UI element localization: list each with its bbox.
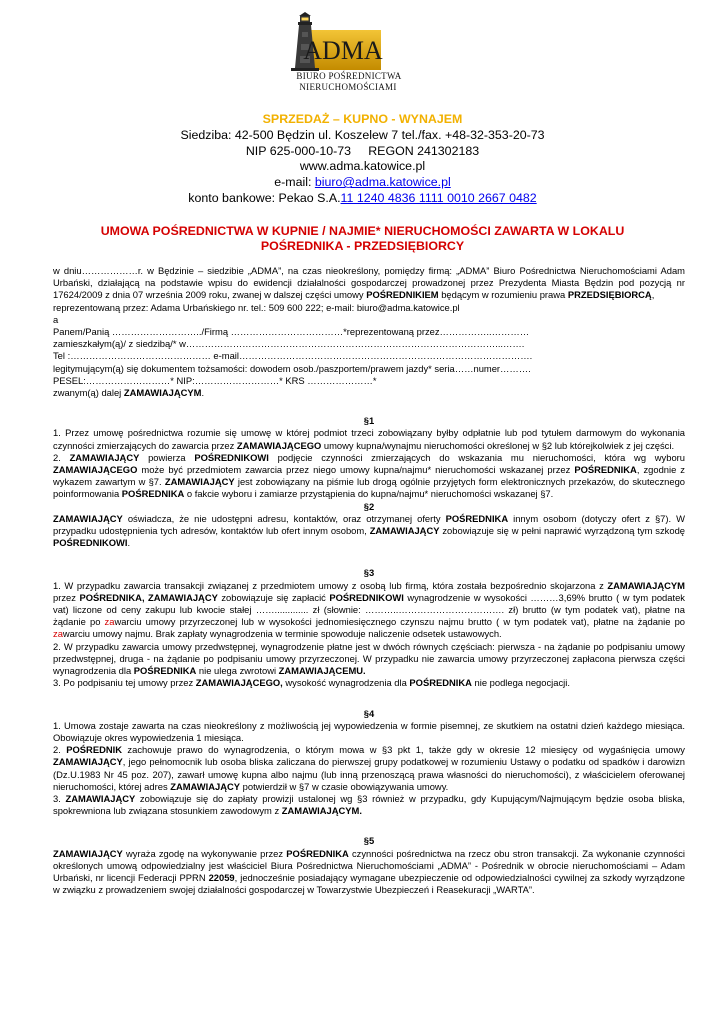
contract-body <box>53 265 685 896</box>
logo-line2: NIERUCHOMOŚCIAMI <box>299 82 397 92</box>
section-4-point-3: 3. ZAMAWIAJĄCY zobowiązuje się do zapłaty prowizji ustalonej wg §3 również w przypadku, gdy Kupującym/Najmującym będzie osoba bliska, spokrewniona lub związana stosunkiem zawodowym z ZAMAWIAJĄCYM. <box>53 792 685 817</box>
email-label: e-mail: <box>274 175 315 190</box>
section-3-point-1: 1. W przypadku zawarcia transakcji związanej z przedmiotem umowy z osobą lub firmą, która została bezpośrednio skojarzona z ZAMAWIAJĄCYM przez POŚREDNIKA, ZAMAWIAJĄCY zobowiązuje się zapłacić POŚREDNIKOWI wynagrodzenie w wysokości ………3,69% brutto ( w tym podatek vat) liczone od ceny zakupu lub kwocie stałej ……............. zł (słownie: ………..……………………………. zł) brutto (w tym podatek vat), płatne na żądanie po zawarciu umowy przyrzeczonej lub w wysokości jednomiesięcznego czynszu najmu brutto ( w tym podatek vat), płatne na żądanie po zawarciu umowy najmu. Brak zapłaty wynagrodzenia w terminie spowoduje naliczenie odsetek ustawowych. <box>53 579 685 640</box>
section-2-heading: §2 <box>363 500 375 512</box>
company-header <box>0 112 725 207</box>
title-line2: POŚREDNIKA - PRZEDSIĘBIORCY <box>260 239 465 253</box>
field-pesel-nip-krs: PESEL:………………………* NIP:………………………* KRS …………………* <box>53 374 377 386</box>
intro-paragraph: w dniu………………r. w Będzinie – siedzibie „ADMA”, na czas nieokreślony, pomiędzy firmą: „ADMA” Biuro Pośrednictwa Nieruchomościami Adam Urbański, działającą na podstawie wpisu do ewidencji działalności gospodarczej prowadzonej przez Prezydenta Miasta Będzin pod pozycją nr 17624/2009 z dnia 07 września 2009 roku, zwanej w dalszej części umowy POŚREDNIKIEM będącym w rozumieniu prawa PRZEDSIĘBIORCĄ, <box>53 265 685 301</box>
slogan: SPRZEDAŻ – KUPNO - WYNAJEM <box>262 112 463 126</box>
section-3-point-2: 2. W przypadku zawarcia umowy przedwstępnej, wynagrodzenie płatne jest w dwóch równych częściach: pierwsza - na żądanie po podpisaniu umowy przedwstępnej, druga - na żądanie po podpisaniu umowy przyrzeczonej. W przypadku nie zawarcia umowy przyrzeczonej zapłacona pierwsza części wynagrodzenia dla POŚREDNIKA nie ulega zwrotowi ZAMAWIAJĄCEMU. <box>53 640 685 677</box>
section-5-heading: §5 <box>363 835 375 847</box>
intro-representation: reprezentowaną przez: Adama Urbańskiego nr. tel.: 509 600 222; e-mail: biuro@adma.katowice.pl <box>53 301 460 313</box>
contract-title <box>40 224 685 254</box>
field-contact: Tel :……………………………………… e-mail…………………………………………………………………………………. <box>53 350 533 362</box>
bank-account-link[interactable]: 11 1240 4836 1111 0010 2667 0482 <box>340 190 537 205</box>
bank-line <box>0 191 725 207</box>
logo-brand: ADMA <box>303 36 383 65</box>
logo-line1: BIURO POŚREDNICTWA <box>296 71 402 81</box>
website: www.adma.katowice.pl <box>299 159 426 174</box>
intro-client: zwanym(ą) dalej ZAMAWIAJĄCYM. <box>53 387 205 399</box>
section-4-point-2: 2. POŚREDNIK zachowuje prawo do wynagrodzenia, o którym mowa w §3 pkt 1, także gdy w okresie 12 miesięcy od wygaśnięcia umowy ZAMAWIAJĄCY, jego pełnomocnik lub osoba bliska zaliczana do pierwszej grupy podatkowej w rozumieniu Ustawy o podatku od spadków i darowizn (Dz.U.1983 Nr 45 poz. 207), zawarł umowę kupna albo najmu (lub inną przenoszącą prawa własności do nieruchomości), z właścicielem oferowanej nieruchomości, której adres ZAMAWIAJĄCY potwierdził w §7 w czasie obowiązywania umowy. <box>53 744 685 792</box>
section-1-point-2: 2. ZAMAWIAJĄCY powierza POŚREDNIKOWI podjęcie czynności zmierzających do wskazania mu nieruchomości, która wg wyboru ZAMAWIAJĄCEGO może być przedmiotem zawarcia przez niego umowy kupna/najmu* nieruchomości wskazanej przez POŚREDNIKA, zgodnie z wykazem zawartym w §7. ZAMAWIAJĄCY jest zobowiązany na piśmie lub drogą ogólnie przyjętych form elektronicznych przekazów, do skutecznego poinformowania POŚREDNIKA o fakcie wyboru i zamiarze przystąpienia do kupna/najmu* nieruchomości wskazanej §7. <box>53 451 685 500</box>
section-1-point-1: 1. Przez umowę pośrednictwa rozumie się umowę w której podmiot trzeci zobowiązany byłby odpłatnie lub pod tytułem darmowym do wykonania czynności zmierzających do zawarcia przez ZAMAWIAJĄCEGO umowy kupna/wynajmu nieruchomości określonej w §2 lub którejkolwiek z jej części. <box>53 427 685 451</box>
address: Siedziba: 42-500 Będzin ul. Koszelew 7 tel./fax. +48-32-353-20-73 <box>180 127 545 142</box>
email-link[interactable]: biuro@adma.katowice.pl <box>314 175 451 190</box>
field-address: zamieszkałym(ą)/ z siedzibą/* w………………………………………………………………………………………...……. <box>53 338 525 350</box>
section-1-heading: §1 <box>363 415 375 427</box>
section-4-heading: §4 <box>363 707 375 719</box>
section-5-text: ZAMAWIAJĄCY wyraża zgodę na wykonywanie przez POŚREDNIKA czynności pośrednictwa na rzecz obu stron transakcji. Za wykonanie czynności określonych umową odpowiedzialny jest właściciel Biura Pośrednictwa Nieruchomościami „ADMA” - Pośrednik w obrocie nieruchomościami – Adam Urbański, nr licencji Federacji PPRN 22059, jednocześnie posiadający wymagane ubezpieczenie od odpowiedzialności cywilnej za szkody wyrządzone w związku z prowadzeniem swojej działalności gospodarczej w Towarzystwie Ubezpieczeń i Reasekuracji „WARTA”. <box>53 847 686 896</box>
bank-label: konto bankowe: Pekao S.A. <box>188 190 341 205</box>
field-party: Panem/Panią ………………………../Firmą ………………………………*reprezentowaną przez……………..………… <box>53 326 530 338</box>
field-id-document: legitymującym(ą) się dokumentem tożsamości: dowodem osob./paszportem/prawem jazdy* seria……numer………. <box>53 362 531 374</box>
section-3-point-3: 3. Po podpisaniu tej umowy przez ZAMAWIAJĄCEGO, wysokość wynagrodzenia dla POŚREDNIKA nie podlega negocjacji. <box>53 677 570 689</box>
title-line1: UMOWA POŚREDNICTWA W KUPNIE / NAJMIE* NIERUCHOMOŚCI ZAWARTA W LOKALU <box>100 224 625 238</box>
intro-and: a <box>53 313 59 325</box>
section-2-text: ZAMAWIAJĄCY oświadcza, że nie udostępni adresu, kontaktów, oraz otrzymanej oferty POŚREDNIKA innym osobom (dotyczy ofert z §7). W przypadku udostępnienia tych adresów, kontaktów lub ofert innym osobom, ZAMAWIAJĄCY zobowiązuje się w pełni naprawić wyrządzoną tym szkodę POŚREDNIKOWI. <box>53 512 685 549</box>
email-line <box>0 175 725 191</box>
section-3-heading: §3 <box>363 567 375 579</box>
adma-logo <box>283 12 403 108</box>
section-4-point-1: 1. Umowa zostaje zawarta na czas nieokreślony z możliwością jej wypowiedzenia w formie pisemnej, ze skutkiem na ostatni dzień każdego miesiąca. Obowiązuje okres wypowiedzenia 1 miesiąca. <box>53 719 685 743</box>
nip-regon: NIP 625-000-10-73 REGON 241302183 <box>245 143 480 158</box>
